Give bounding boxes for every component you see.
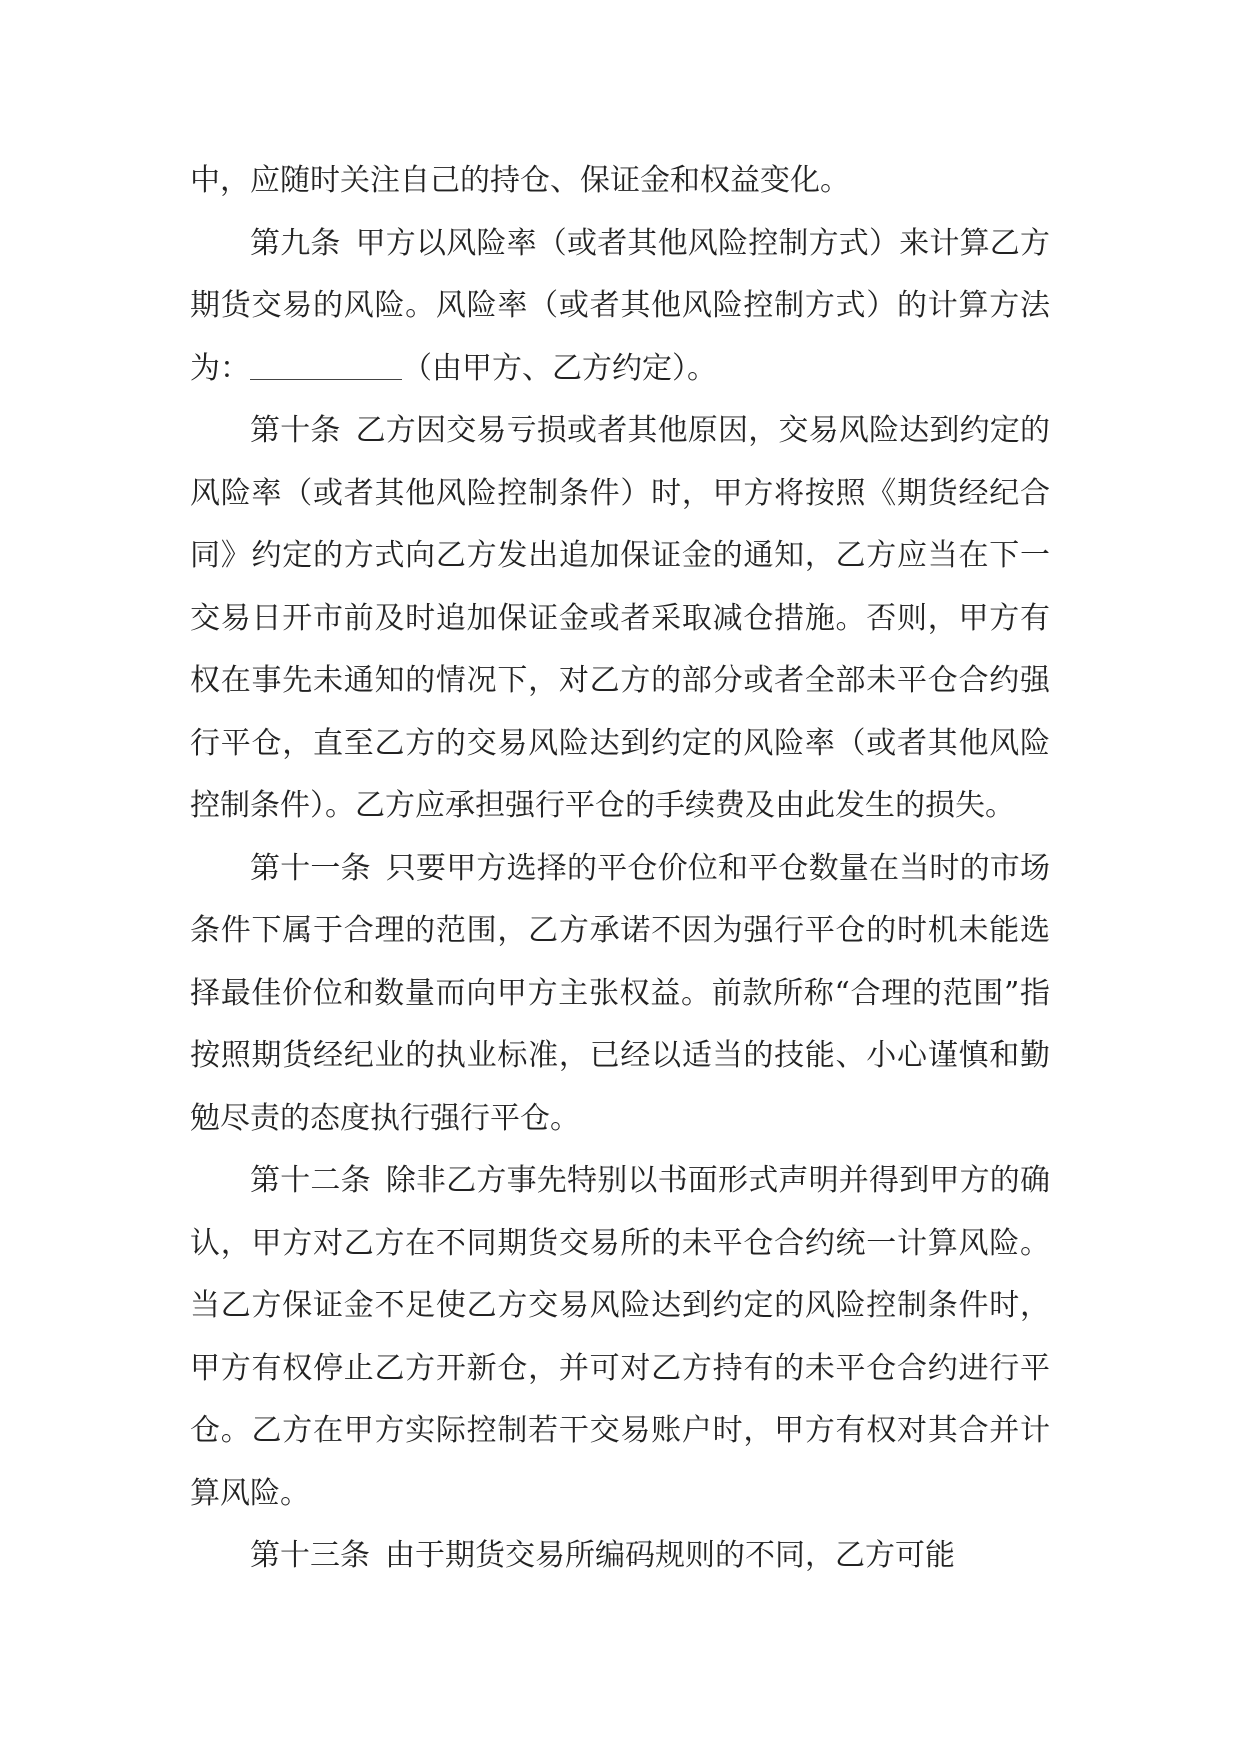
article-12 xyxy=(190,1150,1050,1525)
article-11 xyxy=(190,838,1050,1151)
article-10 xyxy=(190,400,1050,838)
paragraph-text: 中，应随时关注自己的持仓、保证金和权益变化。 xyxy=(190,163,850,198)
document-page xyxy=(190,150,1050,1588)
paragraph-continuation xyxy=(190,150,1050,213)
article-label: 第十二条 xyxy=(250,1163,371,1198)
article-text-after: （由甲方、乙方约定）。 xyxy=(402,350,717,386)
fill-in-blank[interactable] xyxy=(250,355,402,380)
article-13 xyxy=(190,1525,1050,1588)
article-text: 只要甲方选择的平仓价位和平仓数量在当时的市场条件下属于合理的范围，乙方承诺不因为强行平仓的时机未能选择最佳价位和数量而向甲方主张权益。前款所称“合理的范围”指按照期货经纪业的执业标准，已经以适当的技能、小心谨慎和勤勉尽责的态度执行强行平仓。 xyxy=(190,850,1051,1136)
article-text: 乙方因交易亏损或者其他原因，交易风险达到约定的风险率（或者其他风险控制条件）时，甲方将按照《期货经纪合同》约定的方式向乙方发出追加保证金的通知，乙方应当在下一交易日开市前及时追加保证金或者采取减仓措施。否则，甲方有权在事先未通知的情况下，对乙方的部分或者全部未平仓合约强行平仓，直至乙方的交易风险达到约定的风险率（或者其他风险控制条件）。乙方应承担强行平仓的手续费及由此发生的损失。 xyxy=(190,413,1051,823)
article-text: 甲方以风险率（或者其他风险控制方式）来计算乙方期货交易的风险。风险率（或者其他风险控制方式）的计算方法为： xyxy=(190,225,1051,386)
article-label: 第九条 xyxy=(250,225,341,261)
article-text: 由于期货交易所编码规则的不同，乙方可能 xyxy=(385,1538,955,1573)
article-label: 第十条 xyxy=(250,413,341,448)
article-9 xyxy=(190,213,1050,401)
article-text: 除非乙方事先特别以书面形式声明并得到甲方的确认，甲方对乙方在不同期货交易所的未平仓合约统一计算风险。当乙方保证金不足使乙方交易风险达到约定的风险控制条件时，甲方有权停止乙方开新仓，并可对乙方持有的未平仓合约进行平仓。乙方在甲方实际控制若干交易账户时，甲方有权对其合并计算风险。 xyxy=(190,1163,1051,1511)
article-label: 第十三条 xyxy=(250,1538,370,1573)
article-label: 第十一条 xyxy=(250,850,371,886)
